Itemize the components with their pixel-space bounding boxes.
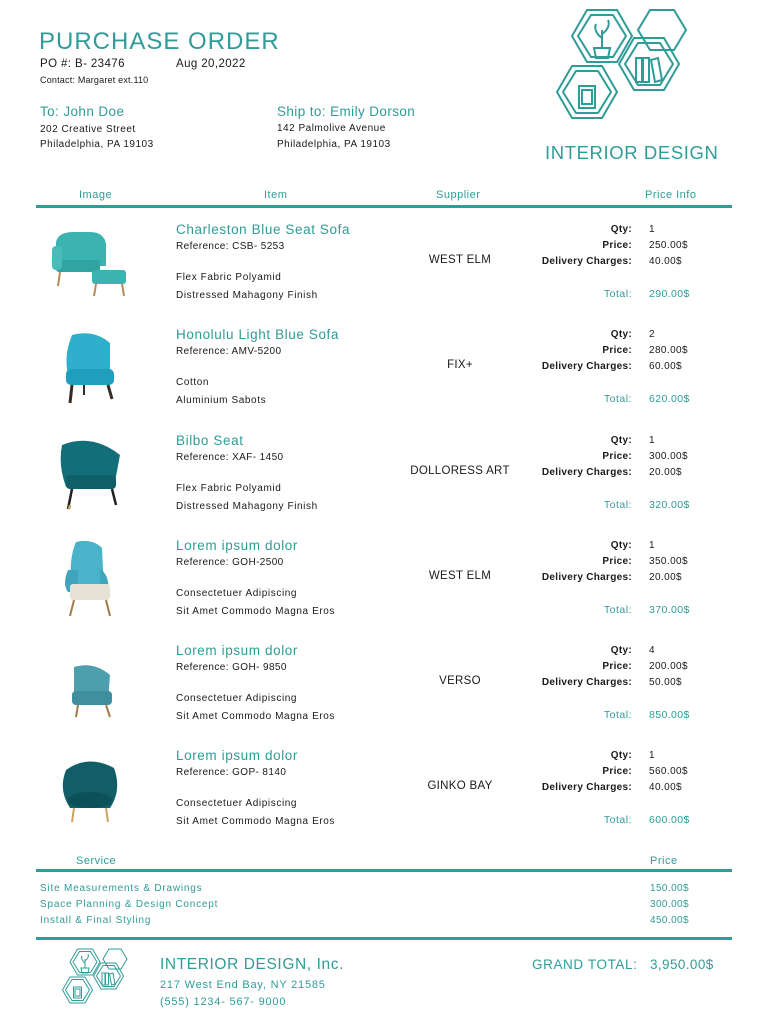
table-row (36, 210, 732, 315)
qty-label: Qty: (610, 435, 632, 446)
item-detail: Consectetuer Adipiscing (176, 693, 298, 704)
item-detail: Flex Fabric Polyamid (176, 483, 282, 494)
item-detail: Sit Amet Commodo Magna Eros (176, 711, 336, 722)
brand-name: INTERIOR DESIGN (545, 142, 719, 163)
delivery-value: 40.00$ (649, 782, 682, 793)
order-date: Aug 20,2022 (176, 58, 246, 70)
price-label: Price: (602, 451, 632, 462)
item-reference: Reference: GOH- 9850 (176, 662, 287, 673)
service-price: 150.00$ (650, 883, 689, 894)
price-value: 300.00$ (649, 451, 688, 462)
total-value: 620.00$ (649, 393, 690, 405)
table-row (36, 315, 732, 420)
delivery-label: Delivery Charges: (541, 467, 632, 478)
qty-value: 2 (649, 329, 655, 340)
price-value: 200.00$ (649, 661, 688, 672)
armchair-with-ottoman-icon (48, 224, 132, 304)
service-item: Site Measurements & Drawings (40, 883, 203, 894)
price-value: 350.00$ (649, 556, 688, 567)
to-address-line2: Philadelphia, PA 19103 (40, 139, 154, 150)
to-recipient: To: John Doe (40, 104, 125, 119)
column-header-image: Image (79, 189, 113, 201)
service-item: Install & Final Styling (40, 915, 152, 926)
qty-value: 4 (649, 645, 655, 656)
item-reference: Reference: CSB- 5253 (176, 241, 285, 252)
total-label: Total: (603, 393, 632, 405)
total-label: Total: (603, 709, 632, 721)
qty-label: Qty: (610, 750, 632, 761)
document-title: PURCHASE ORDER (39, 28, 280, 55)
column-header-price-info: Price Info (645, 189, 697, 201)
qty-label: Qty: (610, 540, 632, 551)
table-row (36, 736, 732, 841)
qty-label: Qty: (610, 645, 632, 656)
to-address-line1: 202 Creative Street (40, 124, 136, 135)
item-name: Lorem ipsum dolor (176, 748, 298, 763)
price-value: 560.00$ (649, 766, 688, 777)
ship-to-recipient: Ship to: Emily Dorson (277, 104, 416, 119)
total-label: Total: (603, 288, 632, 300)
item-name: Honolulu Light Blue Sofa (176, 327, 340, 342)
service-price-column-header: Price (650, 855, 678, 867)
item-detail: Consectetuer Adipiscing (176, 798, 298, 809)
item-supplier: VERSO (439, 675, 481, 687)
delivery-value: 60.00$ (649, 361, 682, 372)
item-supplier: WEST ELM (428, 254, 492, 266)
item-detail: Sit Amet Commodo Magna Eros (176, 816, 336, 827)
item-name: Lorem ipsum dolor (176, 538, 298, 553)
table-row (36, 526, 732, 631)
total-label: Total: (603, 604, 632, 616)
ship-to-address-line1: 142 Palmolive Avenue (277, 123, 386, 134)
price-label: Price: (602, 766, 632, 777)
qty-value: 1 (649, 435, 655, 446)
footer-phone: (555) 1234- 567- 9000 (160, 996, 287, 1008)
qty-value: 1 (649, 750, 655, 761)
price-value: 250.00$ (649, 240, 688, 251)
footer-divider (36, 937, 732, 940)
ship-to-address-line2: Philadelphia, PA 19103 (277, 139, 391, 150)
table-row (36, 421, 732, 526)
item-detail: Distressed Mahagony Finish (176, 501, 318, 512)
contact-line: Contact: Margaret ext.110 (40, 75, 149, 85)
item-supplier: GINKO BAY (427, 780, 493, 792)
delivery-value: 50.00$ (649, 677, 682, 688)
tub-chair-icon (48, 750, 132, 830)
service-header-divider (36, 869, 732, 872)
grand-total-value: 3,950.00$ (650, 957, 714, 972)
hexagon-shelves-logo-icon (552, 8, 692, 143)
delivery-value: 20.00$ (649, 572, 682, 583)
item-detail: Aluminium Sabots (176, 395, 267, 406)
item-reference: Reference: GOH-2500 (176, 557, 284, 568)
item-reference: Reference: XAF- 1450 (176, 452, 284, 463)
grand-total-label: GRAND TOTAL: (532, 957, 638, 972)
delivery-label: Delivery Charges: (541, 361, 632, 372)
item-detail: Flex Fabric Polyamid (176, 272, 282, 283)
column-header-supplier: Supplier (436, 189, 481, 201)
po-number: PO #: B- 23476 (40, 58, 125, 70)
qty-label: Qty: (610, 329, 632, 340)
qty-value: 1 (649, 540, 655, 551)
item-detail: Sit Amet Commodo Magna Eros (176, 606, 336, 617)
delivery-label: Delivery Charges: (541, 256, 632, 267)
service-column-header: Service (76, 855, 117, 867)
delivery-label: Delivery Charges: (541, 677, 632, 688)
total-value: 320.00$ (649, 499, 690, 511)
price-label: Price: (602, 556, 632, 567)
total-value: 290.00$ (649, 288, 690, 300)
total-value: 370.00$ (649, 604, 690, 616)
qty-value: 1 (649, 224, 655, 235)
item-supplier: FIX+ (447, 359, 473, 371)
item-supplier: WEST ELM (428, 570, 492, 582)
table-header-divider (36, 205, 732, 208)
table-row (36, 631, 732, 736)
item-name: Bilbo Seat (176, 433, 244, 448)
service-item: Space Planning & Design Concept (40, 899, 219, 910)
price-label: Price: (602, 345, 632, 356)
item-reference: Reference: AMV-5200 (176, 346, 282, 357)
total-label: Total: (603, 814, 632, 826)
item-reference: Reference: GOP- 8140 (176, 767, 287, 778)
footer-company-name: INTERIOR DESIGN, Inc. (160, 956, 344, 973)
service-price: 450.00$ (650, 915, 689, 926)
price-label: Price: (602, 240, 632, 251)
total-label: Total: (603, 499, 632, 511)
armchair-icon (48, 329, 132, 409)
qty-label: Qty: (610, 224, 632, 235)
wingback-chair-icon (48, 540, 132, 620)
armchair-icon (48, 435, 132, 515)
delivery-label: Delivery Charges: (541, 782, 632, 793)
item-detail: Consectetuer Adipiscing (176, 588, 298, 599)
footer-address: 217 West End Bay, NY 21585 (160, 979, 326, 991)
item-detail: Cotton (176, 377, 210, 388)
slipper-chair-icon (48, 645, 132, 725)
service-price: 300.00$ (650, 899, 689, 910)
item-supplier: DOLLORESS ART (410, 465, 510, 477)
total-value: 850.00$ (649, 709, 690, 721)
price-label: Price: (602, 661, 632, 672)
column-header-item: Item (264, 189, 288, 201)
delivery-value: 20.00$ (649, 467, 682, 478)
total-value: 600.00$ (649, 814, 690, 826)
hexagon-shelves-logo-icon (60, 948, 130, 1018)
price-value: 280.00$ (649, 345, 688, 356)
item-detail: Distressed Mahagony Finish (176, 290, 318, 301)
delivery-label: Delivery Charges: (541, 572, 632, 583)
item-name: Lorem ipsum dolor (176, 643, 298, 658)
delivery-value: 40.00$ (649, 256, 682, 267)
item-name: Charleston Blue Seat Sofa (176, 222, 351, 237)
